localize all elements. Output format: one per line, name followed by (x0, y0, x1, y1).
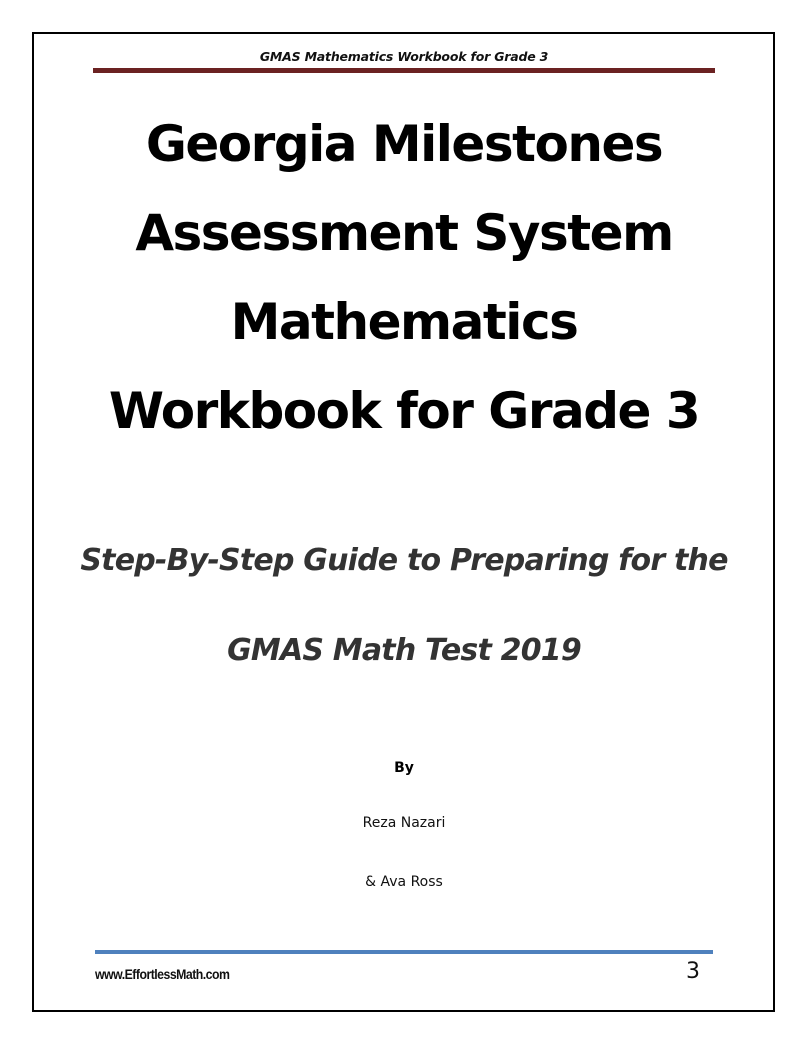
page-number: 3 (686, 959, 700, 984)
subtitle-line: GMAS Math Test 2019 (227, 633, 581, 668)
title-line: Assessment System (135, 204, 673, 262)
book-title (0, 100, 808, 456)
header-rule (93, 68, 715, 73)
author-name: & Ava Ross (365, 874, 443, 890)
byline-label: By (394, 760, 414, 776)
subtitle-line: Step-By-Step Guide to Preparing for the (80, 543, 728, 578)
title-line: Georgia Milestones (145, 115, 663, 173)
running-header: GMAS Mathematics Workbook for Grade 3 (259, 49, 549, 64)
title-line: Mathematics (230, 293, 578, 351)
title-line: Workbook for Grade 3 (108, 382, 700, 440)
author-name: Reza Nazari (362, 815, 446, 831)
footer-website: www.EffortlessMath.com (95, 966, 230, 982)
footer-rule (95, 950, 713, 954)
